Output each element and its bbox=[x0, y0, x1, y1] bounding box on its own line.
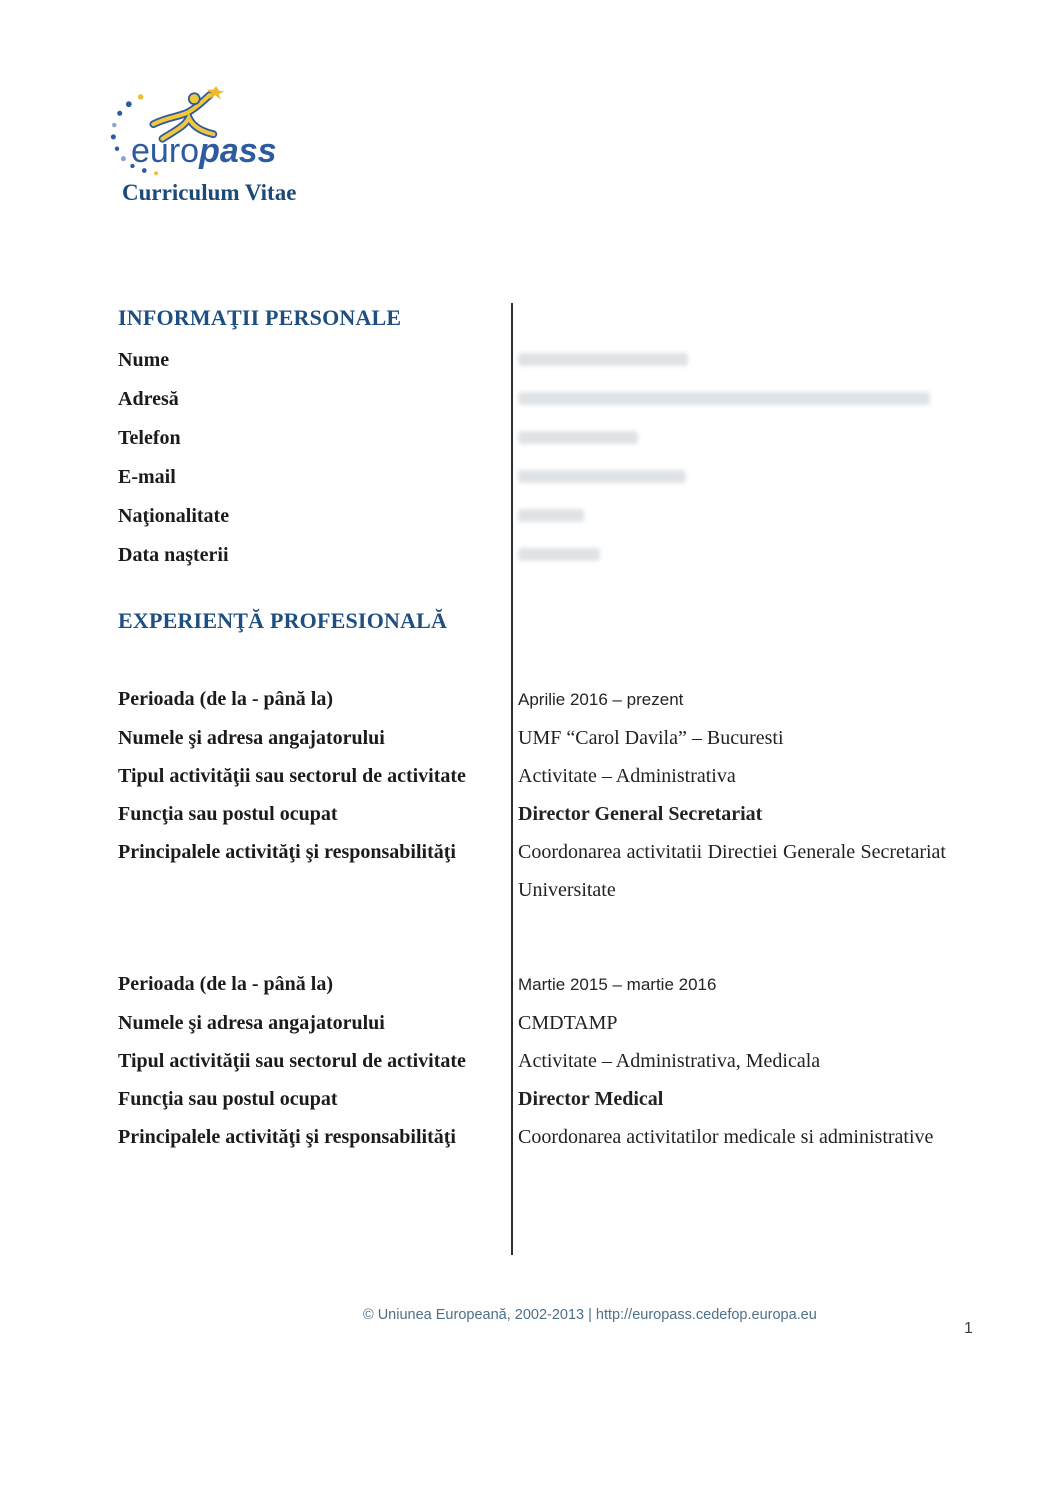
field-value: Martie 2015 – martie 2016 bbox=[518, 975, 717, 994]
personal-row-email bbox=[118, 457, 950, 496]
job-row-tip-activitate bbox=[118, 757, 950, 795]
field-label: Nume bbox=[118, 349, 170, 371]
page-number: 1 bbox=[964, 1320, 973, 1337]
personal-row-nume bbox=[118, 340, 950, 379]
field-label: Funcţia sau postul ocupat bbox=[118, 803, 338, 825]
field-label: Numele şi adresa angajatorului bbox=[118, 727, 385, 749]
field-value: UMF “Carol Davila” – Bucuresti bbox=[518, 727, 784, 749]
personal-row-nationalitate bbox=[118, 496, 950, 535]
field-value: Activitate – Administrativa, Medicala bbox=[518, 1050, 821, 1072]
personal-info-heading: INFORMAŢII PERSONALE bbox=[118, 305, 402, 330]
job-row-responsabilitati bbox=[118, 1118, 950, 1156]
experience-job-1 bbox=[118, 680, 950, 909]
field-value: Aprilie 2016 – prezent bbox=[518, 690, 684, 709]
personal-row-data-nasterii bbox=[118, 535, 950, 574]
field-value: Activitate – Administrativa bbox=[518, 765, 736, 787]
redacted-value bbox=[518, 431, 638, 444]
europass-wordmark bbox=[131, 134, 277, 168]
field-value: Director General Secretariat bbox=[518, 803, 763, 825]
field-value: CMDTAMP bbox=[518, 1012, 618, 1034]
redacted-value bbox=[518, 509, 584, 522]
redacted-value bbox=[518, 392, 930, 405]
field-label: Perioada (de la - până la) bbox=[118, 973, 333, 995]
job-row-angajator bbox=[118, 1004, 950, 1042]
job-row-responsabilitati bbox=[118, 833, 950, 909]
job-row-functia bbox=[118, 795, 950, 833]
experience-heading: EXPERIENŢĂ PROFESIONALĂ bbox=[118, 608, 448, 633]
europass-wordmark-pass: pass bbox=[199, 132, 277, 170]
field-value: Director Medical bbox=[518, 1088, 664, 1110]
copyright-footer: © Uniunea Europeană, 2002-2013 | http://europass.cedefop.europa.eu bbox=[363, 1307, 817, 1323]
field-value: Coordonarea activitatilor medicale si administrative bbox=[518, 1126, 934, 1148]
document-title: Curriculum Vitae bbox=[122, 180, 297, 205]
field-label: Tipul activităţii sau sectorul de activitate bbox=[118, 765, 466, 787]
field-label: Principalele activităţi şi responsabilităţi bbox=[118, 841, 456, 863]
job-row-perioada bbox=[118, 680, 950, 719]
field-label: Principalele activităţi şi responsabilităţi bbox=[118, 1126, 456, 1148]
job-row-functia bbox=[118, 1080, 950, 1118]
field-label: Adresă bbox=[118, 388, 179, 410]
job-row-angajator bbox=[118, 719, 950, 757]
europass-wordmark-euro: euro bbox=[131, 132, 200, 170]
field-value: Coordonarea activitatii Directiei Generale Secretariat Universitate bbox=[518, 841, 946, 901]
job-row-perioada bbox=[118, 965, 950, 1004]
personal-row-adresa bbox=[118, 379, 950, 418]
redacted-value bbox=[518, 548, 600, 561]
field-label: Naţionalitate bbox=[118, 505, 230, 527]
redacted-value bbox=[518, 470, 686, 483]
field-label: Telefon bbox=[118, 427, 181, 449]
job-row-tip-activitate bbox=[118, 1042, 950, 1080]
experience-job-2 bbox=[118, 965, 950, 1156]
personal-info-section bbox=[118, 340, 950, 574]
field-label: Data naşterii bbox=[118, 544, 229, 566]
field-label: Perioada (de la - până la) bbox=[118, 688, 333, 710]
field-label: E-mail bbox=[118, 466, 176, 488]
field-label: Tipul activităţii sau sectorul de activitate bbox=[118, 1050, 466, 1072]
field-label: Numele şi adresa angajatorului bbox=[118, 1012, 385, 1034]
redacted-value bbox=[518, 353, 688, 366]
field-label: Funcţia sau postul ocupat bbox=[118, 1088, 338, 1110]
personal-row-telefon bbox=[118, 418, 950, 457]
